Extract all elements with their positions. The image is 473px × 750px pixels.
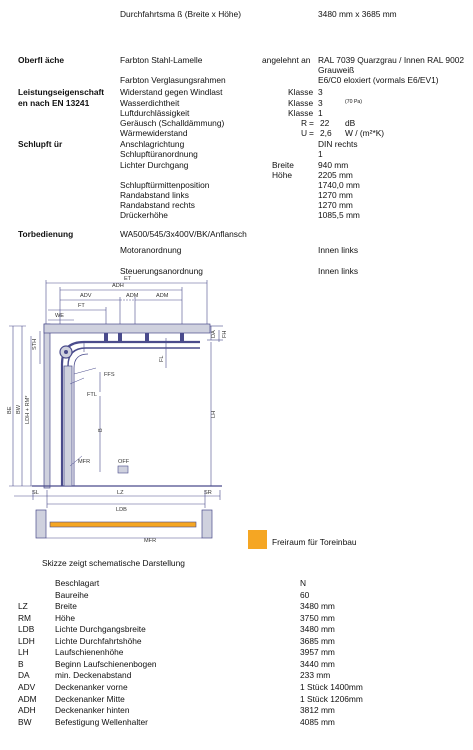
handle-label: Drückerhöhe — [120, 210, 168, 220]
drive-value: WA500/545/3x400V/BK/Anflansch — [120, 229, 247, 239]
noise-symbol: R — [301, 118, 308, 128]
spec-row — [0, 717, 473, 728]
spec-label: Laufschienenhöhe — [55, 647, 124, 658]
label-adm-1: ADM — [126, 293, 139, 299]
label-we: WE — [55, 313, 65, 319]
spec-value: 3750 mm — [300, 612, 335, 623]
free-space-legend: Freiraum für Toreinbau — [272, 537, 357, 547]
label-lh: LH — [211, 410, 217, 418]
spec-code: ADM — [18, 693, 37, 704]
spec-label: Befestigung Wellenhalter — [55, 716, 148, 727]
spec-label: Deckenanker vorne — [55, 681, 128, 692]
noise-value: 22 — [320, 118, 330, 128]
spec-row — [0, 682, 473, 693]
water-label: Wasserdichtheit — [120, 98, 180, 108]
label-ft: FT — [78, 303, 85, 309]
spec-row — [0, 590, 473, 601]
wind-label: Widerstand gegen Windlast — [120, 87, 223, 97]
edge-left-label: Randabstand links — [120, 190, 189, 200]
arrangement-value: 1 — [318, 149, 323, 159]
free-space-swatch — [248, 530, 267, 549]
spec-value: 4085 mm — [300, 716, 335, 727]
lamella-color-label: Farbton Stahl-Lamelle — [120, 55, 203, 65]
drawing-caption: Skizze zeigt schematische Darstellung — [42, 558, 185, 568]
label-be: BE — [7, 406, 13, 414]
spec-row — [0, 624, 473, 635]
spec-code: BW — [18, 716, 32, 727]
label-sr: SR — [204, 490, 212, 496]
spec-label: Lichte Durchgangsbreite — [55, 624, 146, 635]
section-performance-2: en nach EN 13241 — [18, 98, 90, 108]
spec-value: N — [300, 578, 307, 588]
label-ldh: LDH + RM* — [25, 395, 31, 424]
label-et: ET — [124, 276, 132, 282]
air-class: Klasse — [288, 108, 314, 118]
off-button-symbol — [118, 466, 128, 473]
spec-code: LZ — [18, 601, 28, 612]
heat-value: 2,6 — [320, 128, 332, 138]
door-section-drawing — [0, 276, 473, 552]
edge-right-value: 1270 mm — [318, 200, 353, 210]
noise-unit: dB — [345, 118, 356, 128]
spec-value: 60 — [300, 589, 310, 600]
passage-height-label: Höhe — [272, 170, 293, 180]
spec-code: B — [18, 658, 24, 669]
label-mfr: MFR — [78, 459, 91, 465]
spec-row — [0, 670, 473, 681]
wind-value: 3 — [318, 87, 323, 97]
water-class: Klasse — [288, 98, 314, 108]
spec-code: RM — [18, 612, 32, 623]
section-performance-1: Leistungseigenschaft — [18, 87, 105, 97]
label-b: B — [98, 428, 104, 432]
spec-value: 233 mm — [300, 670, 331, 681]
spec-code: LDB — [18, 624, 35, 635]
air-value: 1 — [318, 108, 323, 118]
opening-size-value: 3480 mm x 3685 mm — [318, 9, 397, 19]
air-label: Luftdurchlässigkeit — [120, 108, 190, 118]
controller-label: Steuerungsanordnung — [120, 266, 203, 276]
heat-unit: W / (m²*K) — [345, 128, 385, 138]
label-lz: LZ — [117, 490, 124, 496]
spec-row — [0, 647, 473, 658]
motor-label: Motoranordnung — [120, 245, 182, 255]
ceiling-beam — [44, 324, 210, 333]
spec-label: Breite — [55, 601, 77, 612]
spec-code: ADV — [18, 681, 36, 692]
label-adv: ADV — [80, 293, 92, 299]
wall-jamb — [44, 324, 50, 488]
label-fh: FH — [222, 330, 228, 338]
spec-label: Höhe — [55, 612, 76, 623]
passage-height-value: 2205 mm — [318, 170, 353, 180]
spec-row — [0, 613, 473, 624]
label-sl: SL — [32, 490, 39, 496]
passage-width-label: Breite — [272, 160, 294, 170]
heat-symbol: U — [301, 128, 308, 138]
heat-label: Wärmewiderstand — [120, 128, 188, 138]
section-surface: Oberfl äche — [18, 55, 65, 65]
water-note: (70 Pa) — [345, 99, 363, 105]
spec-label: min. Deckenabstand — [55, 670, 132, 681]
spec-value: 3957 mm — [300, 647, 335, 658]
stop-label: Anschlagrichtung — [120, 139, 185, 149]
label-fl: FL — [159, 355, 165, 362]
label-adm-2: ADM — [156, 293, 169, 299]
plan-door-leaf — [50, 522, 196, 527]
label-ftl: FTL — [87, 392, 97, 398]
passage-label: Lichter Durchgang — [120, 160, 189, 170]
stop-value: DIN rechts — [318, 139, 358, 149]
plan-wall-right — [202, 510, 212, 538]
glazing-color-label: Farbton Verglasungsrahmen — [120, 75, 226, 85]
spec-label: Beginn Laufschienenbogen — [55, 658, 157, 669]
spec-value: 1 Stück 1206mm — [300, 693, 363, 704]
spec-code: LDH — [18, 635, 35, 646]
label-adh: ADH — [112, 283, 124, 289]
spec-code: DA — [18, 670, 30, 681]
section-control: Torbedienung — [18, 229, 74, 239]
spec-row — [0, 694, 473, 705]
spec-value: 3685 mm — [300, 635, 335, 646]
label-off: OFF — [118, 459, 130, 465]
dimension-lines — [9, 280, 223, 508]
ceiling-anchors — [104, 333, 184, 341]
noise-label: Geräusch (Schalldämmung) — [120, 118, 225, 128]
controller-value: Innen links — [318, 266, 359, 276]
label-sth: STH — [32, 338, 38, 350]
door-leaf — [64, 366, 72, 486]
spring-shaft-core — [64, 350, 68, 354]
spec-label: Deckenanker hinten — [55, 705, 130, 716]
spec-value: 1 Stück 1400mm — [300, 681, 363, 692]
spec-row — [0, 659, 473, 670]
plan-wall-left — [36, 510, 46, 538]
spec-row — [0, 601, 473, 612]
label-mfr-plan: MFR — [144, 538, 157, 544]
label-bw: BW — [16, 404, 22, 414]
label-ldb: LDB — [116, 507, 127, 513]
wind-class: Klasse — [288, 87, 314, 97]
spec-row — [0, 705, 473, 716]
spec-row — [0, 578, 473, 589]
noise-equals: = — [309, 118, 314, 128]
lamella-color-value-2: Grauweiß — [318, 65, 355, 75]
water-value: 3 — [318, 98, 323, 108]
spec-code: ADH — [18, 705, 36, 716]
spec-code: LH — [18, 647, 29, 658]
handle-value: 1085,5 mm — [318, 210, 360, 220]
spec-row — [0, 636, 473, 647]
spec-value: 3480 mm — [300, 601, 335, 612]
lamella-ref: angelehnt an — [262, 55, 311, 65]
lamella-color-value: RAL 7039 Quarzgrau / Innen RAL 9002 — [318, 55, 465, 65]
label-ffs: FFS — [104, 372, 115, 378]
section-wicket: Schlupft ür — [18, 139, 63, 149]
edge-left-value: 1270 mm — [318, 190, 353, 200]
edge-right-label: Randabstand rechts — [120, 200, 195, 210]
heat-equals: = — [309, 128, 314, 138]
spec-label: Baureihe — [55, 589, 89, 600]
spec-label: Lichte Durchfahrtshöhe — [55, 635, 142, 646]
motor-value: Innen links — [318, 245, 359, 255]
glazing-color-value: E6/C0 eloxiert (vormals E6/EV1) — [318, 75, 439, 85]
arrangement-label: Schlupftüranordnung — [120, 149, 198, 159]
opening-size-label: Durchfahrtsma ß (Breite x Höhe) — [120, 9, 242, 19]
spec-value: 3440 mm — [300, 658, 335, 669]
spec-label: Beschlagart — [55, 578, 100, 588]
label-da: DA — [211, 330, 217, 338]
center-label: Schlupftürmittenposition — [120, 180, 210, 190]
spec-value: 3812 mm — [300, 705, 335, 716]
spec-label: Deckenanker Mitte — [55, 693, 125, 704]
passage-width-value: 940 mm — [318, 160, 349, 170]
center-value: 1740,0 mm — [318, 180, 360, 190]
spec-value: 3480 mm — [300, 624, 335, 635]
